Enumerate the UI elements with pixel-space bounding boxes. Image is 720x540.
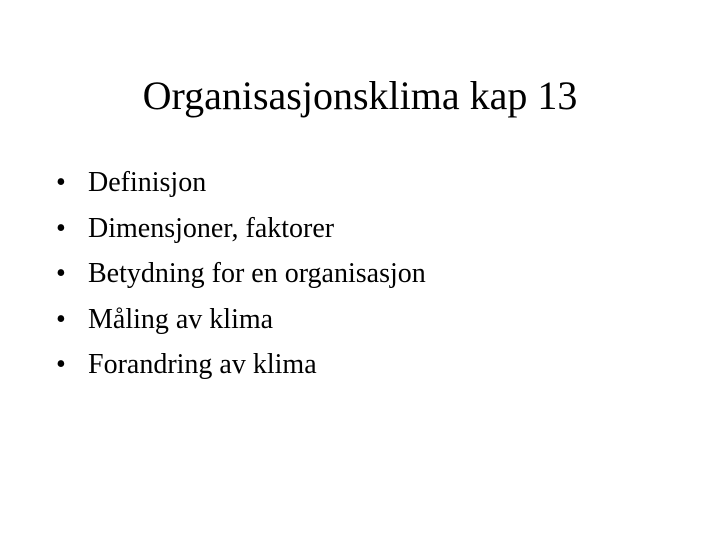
- bullet-icon: •: [56, 258, 66, 289]
- bullet-icon: •: [56, 167, 66, 198]
- bullet-text: Dimensjoner, faktorer: [88, 212, 335, 244]
- bullet-icon: •: [56, 303, 66, 335]
- bullet-text: Forandring av klima: [88, 349, 317, 380]
- bullet-text: Definisjon: [88, 167, 207, 198]
- bullet-text: Betydning for en organisasjon: [88, 258, 426, 289]
- slide-title: Organisasjonsklima kap 13: [142, 73, 578, 118]
- bullet-icon: •: [56, 212, 66, 244]
- bullet-icon: •: [56, 349, 66, 380]
- bullet-text: Måling av klima: [88, 303, 274, 335]
